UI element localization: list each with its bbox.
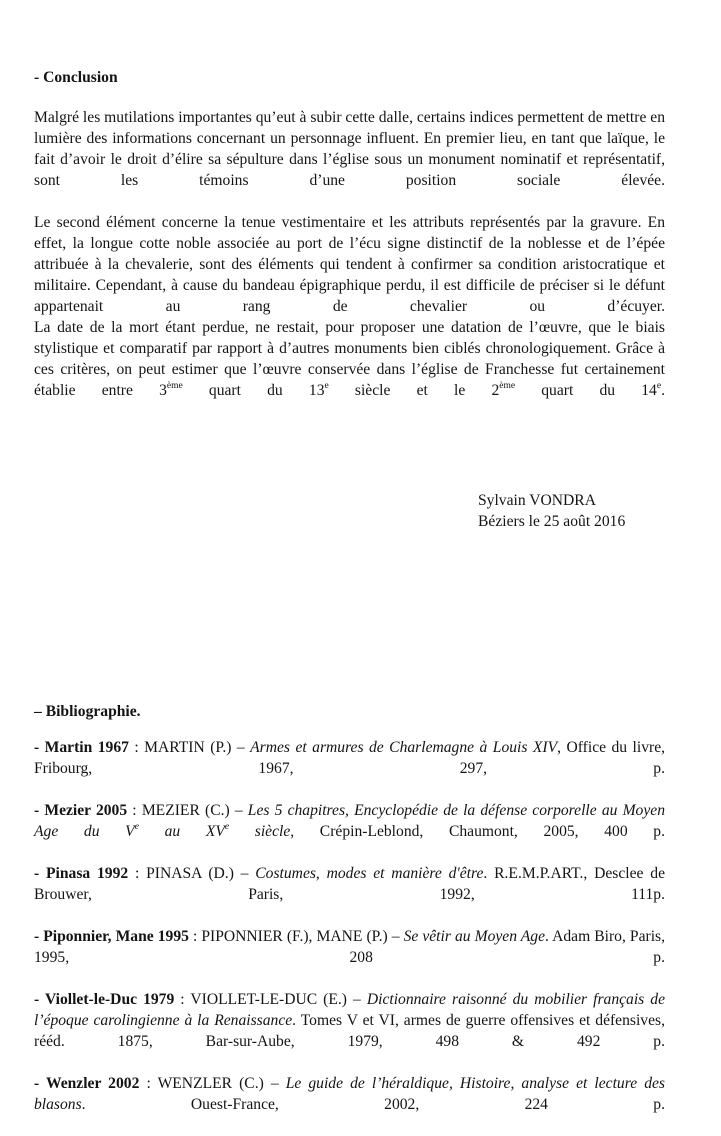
superscript: e	[224, 821, 230, 832]
bibliography-list	[34, 737, 665, 1136]
entry-author: PIPONNIER (F.), MANE (P.) –	[201, 928, 404, 945]
entry-title: Se vêtir au Moyen Age	[403, 928, 546, 945]
bibliography-entry	[34, 989, 665, 1073]
entry-separator: :	[128, 865, 147, 882]
entry-separator: :	[128, 739, 145, 756]
para3-text-e: .	[661, 382, 665, 399]
conclusion-paragraph-2: Le second élément concerne la tenue vestimentaire et les attributs représentés par la gravure. En effet, la longue cotte noble associée au port de l’écu signe distinctif de la noblesse et de l’épée attribuée à la chevalerie, sont des éléments qui tendent à confirmer sa condition aristocratique et militaire. Cependant, à cause du bandeau épigraphique perdu, il est difficile de préciser si le défunt appartenait au rang de chevalier ou d’écuyer.	[34, 214, 665, 315]
signature-block	[478, 490, 625, 532]
bibliography-entry	[34, 926, 665, 989]
conclusion-paragraph-1: Malgré les mutilations importantes qu’eut à subir cette dalle, certains indices permettent de mettre en lumière des informations concernant un personnage influent. En premier lieu, en tant que laïque, le fait d’avoir le droit d’élire sa sépulture dans l’église sous un monument nominatif et représentatif, sont les témoins d’une position sociale élevée.	[34, 109, 665, 189]
entry-key: - Martin 1967	[34, 739, 129, 756]
entry-author: MARTIN (P.) –	[144, 739, 251, 756]
entry-details: . Adam Biro, Paris, 1995, 208 p.	[34, 928, 665, 966]
entry-title: Le guide de l’héraldique, Histoire, analyse et lecture des blasons	[34, 1075, 665, 1113]
entry-title: Costumes, modes et manière d'être	[255, 865, 484, 882]
superscript: ème	[499, 380, 516, 391]
entry-separator: :	[174, 991, 191, 1008]
conclusion-heading: - Conclusion	[34, 69, 118, 86]
para3-text-d: quart du 14	[515, 382, 657, 399]
para3-text-c: siècle et le 2	[328, 382, 500, 399]
place-date: Béziers le 25 août 2016	[478, 513, 626, 530]
conclusion-paragraph-3	[34, 317, 665, 422]
entry-key: - Wenzler 2002	[34, 1075, 140, 1092]
entry-details: , Crépin-Leblond, Chaumont, 2005, 400 p.	[290, 823, 665, 840]
bibliography-entry	[34, 737, 665, 800]
superscript: ème	[166, 380, 183, 391]
para3-text-b: quart du 13	[182, 382, 325, 399]
superscript: e	[656, 380, 662, 391]
bibliography-entry	[34, 800, 665, 863]
entry-details: . Ouest-France, 2002, 224 p.	[81, 1096, 665, 1113]
bibliography-entry	[34, 863, 665, 926]
entry-details: . R.E.M.P.ART., Desclee de Brouwer, Paris, 1992, 111p.	[34, 865, 665, 903]
entry-title: Dictionnaire raisonné du mobilier français de l’époque carolingienne à la Renaissance	[34, 991, 665, 1029]
bibliography-entry	[34, 1073, 665, 1136]
superscript: e	[134, 821, 139, 832]
entry-details: . Tomes V et VI, armes de guerre offensives et défensives, rééd. 1875, Bar-sur-Aube, 1979, 498 & 492 p.	[34, 1012, 665, 1050]
author-name: Sylvain VONDRA	[478, 492, 596, 509]
entry-separator: :	[139, 1075, 158, 1092]
entry-key: - Pinasa 1992	[34, 865, 129, 882]
entry-author: PINASA (D.) –	[146, 865, 256, 882]
entry-separator: :	[127, 802, 142, 819]
entry-title: Armes et armures de Charlemagne à Louis XIV	[250, 739, 558, 756]
entry-key: - Piponnier, Mane 1995	[34, 928, 189, 945]
superscript: e	[324, 380, 329, 391]
entry-separator: :	[188, 928, 202, 945]
entry-title-part: siècle	[229, 823, 291, 840]
entry-title-part: Les 5 chapitres, Encyclopédie de la défense corporelle au Moyen Age du V	[34, 802, 665, 840]
entry-key: - Mezier 2005	[34, 802, 128, 819]
para3-text-a: La date de la mort étant perdue, ne restait, pour proposer une datation de l’œuvre, que le biais stylistique et comparatif par rapport à d’autres monuments bien ciblés chronologiquement. Grâce à ces critères, on peut estimer que l’œuvre conservée dans l’église de Franchesse fut certainement établie entre 3	[34, 319, 665, 399]
entry-author: MEZIER (C.) –	[141, 802, 248, 819]
entry-details: , Office du livre, Fribourg, 1967, 297, p.	[34, 739, 666, 777]
bibliography-heading: – Bibliographie.	[34, 703, 141, 720]
entry-key: - Viollet-le-Duc 1979	[34, 991, 175, 1008]
entry-author: WENZLER (C.) –	[157, 1075, 286, 1092]
entry-title-part: au XV	[138, 823, 225, 840]
entry-author: VIOLLET-LE-DUC (E.) –	[190, 991, 367, 1008]
